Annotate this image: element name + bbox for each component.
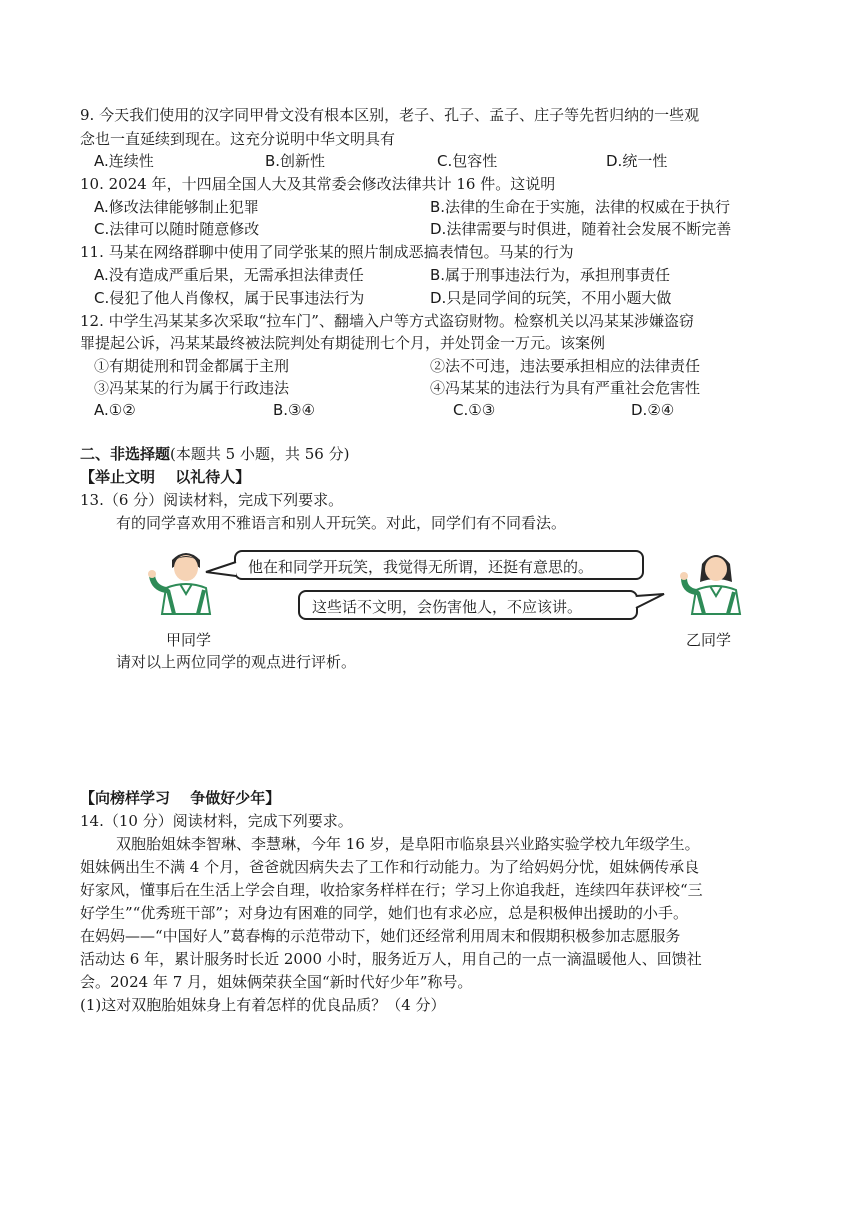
speech-bubble-student-a (234, 550, 644, 580)
q13-task: 请对以上两位同学的观点进行评析。 (116, 653, 357, 671)
student-a-illustration (146, 548, 226, 620)
q14-material-line7: 会。2024 年 7 月，姐妹俩荣获全国“新时代好少年”称号。 (80, 973, 473, 991)
q14-material-line1: 双胞胎姐妹李智琳、李慧琳，今年 16 岁，是阜阳市临泉县兴业路实验学校九年级学生。 (116, 835, 700, 853)
q12-stem-line2: 罪提起公诉，冯某某最终被法院判处有期徒刑七个月，并处罚金一万元。该案例 (80, 334, 606, 352)
q9-option-c: C.包容性 (437, 152, 498, 170)
q11-option-d: D.只是同学间的玩笑，不用小题大做 (430, 289, 672, 307)
q13-stem: 13.（6 分）阅读材料，完成下列要求。 (80, 491, 344, 509)
q14-stem: 14.（10 分）阅读材料，完成下列要求。 (80, 812, 353, 830)
q11-option-a: A.没有造成严重后果，无需承担法律责任 (94, 266, 364, 284)
q12-statement-2: ②法不可违，违法要承担相应的法律责任 (430, 357, 701, 375)
speech-text-student-a: 他在和同学开玩笑，我觉得无所谓，还挺有意思的。 (248, 558, 594, 576)
q12-statement-1: ①有期徒刑和罚金都属于主刑 (94, 357, 290, 375)
q12-option-b: B.③④ (273, 401, 315, 419)
theme-role-model-heading: 【向榜样学习 争做好少年】 (80, 789, 281, 807)
q10-stem: 10. 2024 年，十四届全国人大及其常委会修改法律共计 16 件。这说明 (80, 175, 556, 193)
q10-option-d: D.法律需要与时俱进，随着社会发展不断完善 (430, 220, 732, 238)
q14-material-line3: 好家风，懂事后在生活上学会自理，收拾家务样样在行；学习上你追我赶，连续四年获评校“三 (80, 881, 703, 899)
student-a-label: 甲同学 (166, 631, 212, 649)
q14-material-line5: 在妈妈——“中国好人”葛春梅的示范带动下，她们还经常利用周末和假期积极参加志愿服务 (80, 927, 681, 945)
q9-stem-line1: 9. 今天我们使用的汉字同甲骨文没有根本区别，老子、孔子、孟子、庄子等先哲归纳的一些观 (80, 106, 700, 124)
speech-tail-student-a (206, 560, 238, 580)
q9-stem-line2: 念也一直延续到现在。这充分说明中华文明具有 (80, 130, 396, 148)
section2-title: 二、非选择题 (80, 445, 171, 463)
q12-option-c: C.①③ (453, 401, 496, 419)
q10-option-b: B.法律的生命在于实施，法律的权威在于执行 (430, 198, 731, 216)
q13-material: 有的同学喜欢用不雅语言和别人开玩笑。对此，同学们有不同看法。 (116, 514, 567, 532)
q10-option-a: A.修改法律能够制止犯罪 (94, 198, 259, 216)
q11-option-b: B.属于刑事违法行为，承担刑事责任 (430, 266, 671, 284)
q11-stem: 11. 马某在网络群聊中使用了同学张某的照片制成恶搞表情包。马某的行为 (80, 243, 574, 261)
q11-option-c: C.侵犯了他人肖像权，属于民事违法行为 (94, 289, 365, 307)
q12-option-a: A.①② (94, 401, 136, 419)
q14-material-line6: 活动达 6 年，累计服务时长近 2000 小时，服务近万人，用自己的一点一滴温暖他人、回馈社 (80, 950, 702, 968)
speech-bubble-student-b (298, 590, 638, 620)
q9-option-d: D.统一性 (606, 152, 668, 170)
q12-statement-4: ④冯某某的违法行为具有严重社会危害性 (430, 379, 701, 397)
q10-option-c: C.法律可以随时随意修改 (94, 220, 260, 238)
q12-stem-line1: 12. 中学生冯某某多次采取“拉车门”、翻墙入户等方式盗窃财物。检察机关以冯某某涉嫌盗窃 (80, 312, 694, 330)
theme-civility-heading: 【举止文明 以礼待人】 (80, 468, 251, 486)
student-b-illustration (676, 548, 756, 620)
q9-option-b: B.创新性 (265, 152, 326, 170)
q14-subquestion-1: (1)这对双胞胎姐妹身上有着怎样的优良品质？（4 分） (80, 996, 446, 1014)
speech-tail-student-b (634, 592, 666, 612)
q9-option-a: A.连续性 (94, 152, 154, 170)
section2-heading (80, 443, 349, 465)
q12-statement-3: ③冯某某的行为属于行政违法 (94, 379, 290, 397)
q12-option-d: D.②④ (631, 401, 675, 419)
q14-material-line4: 好学生”“优秀班干部”；对身边有困难的同学，她们也有求必应，总是积极伸出援助的小手。 (80, 904, 689, 922)
speech-text-student-b: 这些话不文明，会伤害他人，不应该讲。 (312, 598, 583, 616)
student-b-label: 乙同学 (686, 631, 732, 649)
section2-note: (本题共 5 小题，共 56 分) (170, 445, 350, 463)
q14-material-line2: 姐妹俩出生不满 4 个月，爸爸就因病失去了工作和行动能力。为了给妈妈分忧，姐妹俩传承良 (80, 858, 700, 876)
